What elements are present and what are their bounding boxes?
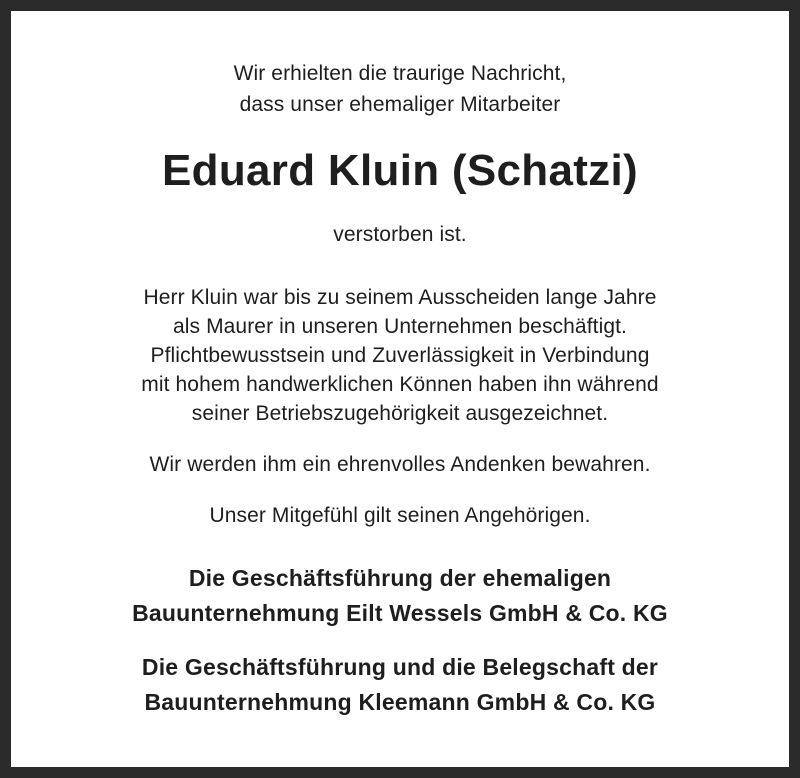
tribute-line-2: als Maurer in unseren Unternehmen beschäftigt. bbox=[172, 315, 627, 338]
intro-line-2: dass unser ehemaliger Mitarbeiter bbox=[239, 93, 561, 116]
tribute-line-5: seiner Betriebszugehörigkeit ausgezeichnet. bbox=[191, 402, 609, 425]
signatory-1-line-1: Die Geschäftsführung der ehemaligen bbox=[188, 565, 612, 591]
intro-line-1: Wir erhielten die traurige Nachricht, bbox=[233, 62, 567, 85]
signatory-2-line-1: Die Geschäftsführung und die Belegschaft der bbox=[141, 654, 659, 680]
tribute-line-1: Herr Kluin war bis zu seinem Ausscheiden lange Jahre bbox=[143, 286, 657, 309]
signatory-1-line-2: Bauunternehmung Eilt Wessels GmbH & Co. KG bbox=[132, 600, 668, 626]
tribute-line-3: Pflichtbewusstsein und Zuverlässigkeit in Verbindung bbox=[150, 344, 650, 367]
remembrance-line: Wir werden ihm ein ehrenvolles Andenken bewahren. bbox=[149, 453, 651, 476]
signatory-2-line-2: Bauunternehmung Kleemann GmbH & Co. KG bbox=[144, 689, 656, 715]
tribute-line-4: mit hohem handwerklichen Können haben ihn während bbox=[141, 373, 659, 396]
deceased-line: verstorben ist. bbox=[333, 223, 467, 246]
condolence-line: Unser Mitgefühl gilt seinen Angehörigen. bbox=[209, 504, 591, 527]
deceased-name: Eduard Kluin (Schatzi) bbox=[162, 146, 638, 195]
